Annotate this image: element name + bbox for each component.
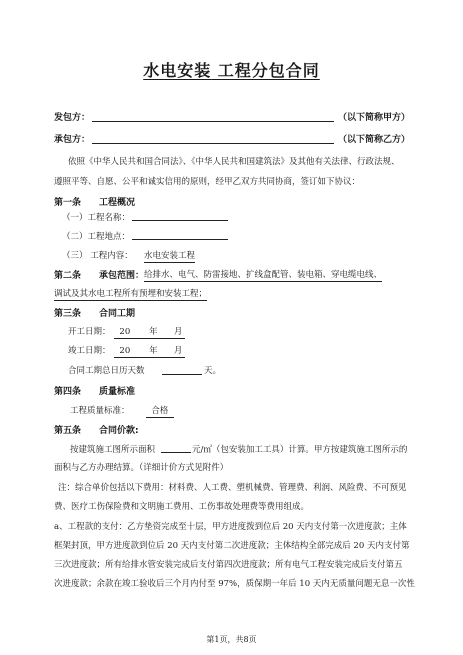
payment-line-1: a、工程款的支付：乙方垫资完成至十层，甲方进度拨到位后 20 天内支付第一次进度款；主体 — [54, 522, 407, 532]
quality-standard-line — [146, 406, 174, 418]
end-date-line — [114, 346, 185, 358]
scope-line-1-text: 给排水、电气、防雷接地、扩线盒配管、装电箱、穿电缆电线、 — [144, 270, 383, 280]
payment-line-3: 三次进度款；所有给排水管安装完成后支付第四次进度款；所有电气工程安装完成后支付第五 — [54, 560, 403, 570]
start-month-unit: 月 — [173, 327, 183, 337]
scope-line-2 — [54, 287, 207, 299]
project-content-label: （三） 工程内容： — [62, 251, 133, 261]
project-content-value — [144, 249, 195, 261]
project-name-label: （一）工程名称： — [62, 213, 131, 223]
price-note-1: 注：综合单价包括以下费用：材料费、人工费、塑机械费、管理费、利润、风险费、不可预见 — [58, 483, 407, 493]
end-year-prefix: 20 — [119, 346, 131, 356]
party-b-suffix: （以下简称乙方） — [338, 135, 411, 145]
start-year-prefix: 20 — [119, 327, 131, 337]
title-underlined: 水电安装 — [143, 61, 212, 80]
party-a-label: 发包方： — [54, 113, 91, 123]
unit-price-blank[interactable] — [161, 452, 191, 453]
start-date-label: 开工日期： — [68, 327, 111, 337]
quality-standard-value — [146, 404, 174, 416]
price-line-1-b: 元/㎡（包安装加工工具）计算。甲方按建筑施工图所示的 — [192, 445, 408, 455]
page-footer: 第1页，共8页 — [206, 635, 257, 644]
quality-standard-text: 合格 — [151, 406, 169, 416]
title-rest: 工程分包合同 — [211, 61, 320, 80]
quality-standard-label: 工程质量标准： — [70, 406, 130, 416]
scope-line-2-text: 调试及其水电工程所有预埋和安装工程； — [54, 289, 208, 299]
start-date-line — [114, 327, 185, 339]
article-5-heading: 第五条 合同价款: — [54, 426, 139, 436]
end-month-unit: 月 — [173, 346, 183, 356]
page-title — [0, 58, 463, 81]
end-date-label: 竣工日期： — [68, 346, 111, 356]
project-name-blank[interactable] — [132, 220, 228, 221]
price-line-1-a: 按建筑施工图所示面积 — [70, 445, 156, 455]
article-2-heading: 第二条 承包范围： — [54, 271, 145, 281]
party-b-label: 承包方： — [54, 135, 91, 145]
party-a-suffix: （以下简称甲方） — [338, 113, 411, 123]
price-line-2: 面积与乙方办理结算。（详细计价方式见附件） — [54, 463, 229, 473]
intro-line-2: 遵照平等、自愿、公平和诚实信用的原则，经甲乙双方共同协商，签订如下协议： — [54, 177, 361, 187]
total-duration-label: 合同工期总日历天数 — [68, 366, 145, 376]
end-date-field[interactable] — [114, 344, 185, 356]
article-1-heading: 第一条 工程概况 — [54, 198, 136, 208]
start-year-unit: 年 — [149, 327, 158, 337]
party-b-blank[interactable] — [92, 143, 334, 144]
start-date-field[interactable] — [114, 325, 185, 337]
article-3-heading: 第三条 合同工期 — [54, 309, 136, 319]
article-4-heading: 第四条 质量标准 — [54, 387, 136, 397]
payment-line-4: 次进度款；余款在竣工验收后三个月内付至 97%，质保期一年后 10 天内无质量问题无息一次性 — [54, 579, 415, 589]
project-location-label: （二）工程地点： — [62, 232, 131, 242]
total-duration-blank[interactable] — [162, 374, 202, 375]
project-content-text: 水电安装工程 — [144, 251, 196, 261]
price-note-2: 费、医疗工伤保险费和文明施工费用、工伤事故处理费等费用组成。 — [54, 502, 310, 512]
scope-line-1 — [144, 268, 382, 280]
total-duration-unit: 天。 — [204, 366, 222, 376]
end-year-unit: 年 — [149, 346, 158, 356]
intro-line-1: 依照《中华人民共和国合同法》、《中华人民共和国建筑法》及其他有关法律、行政法规、 — [68, 157, 400, 167]
project-location-blank[interactable] — [132, 239, 228, 240]
party-a-blank[interactable] — [92, 121, 334, 122]
payment-line-2: 框架封顶，甲方进度款到位后 20 天内支付第二次进度款；主体结构全部完成后 20 天内支付第 — [54, 541, 410, 551]
